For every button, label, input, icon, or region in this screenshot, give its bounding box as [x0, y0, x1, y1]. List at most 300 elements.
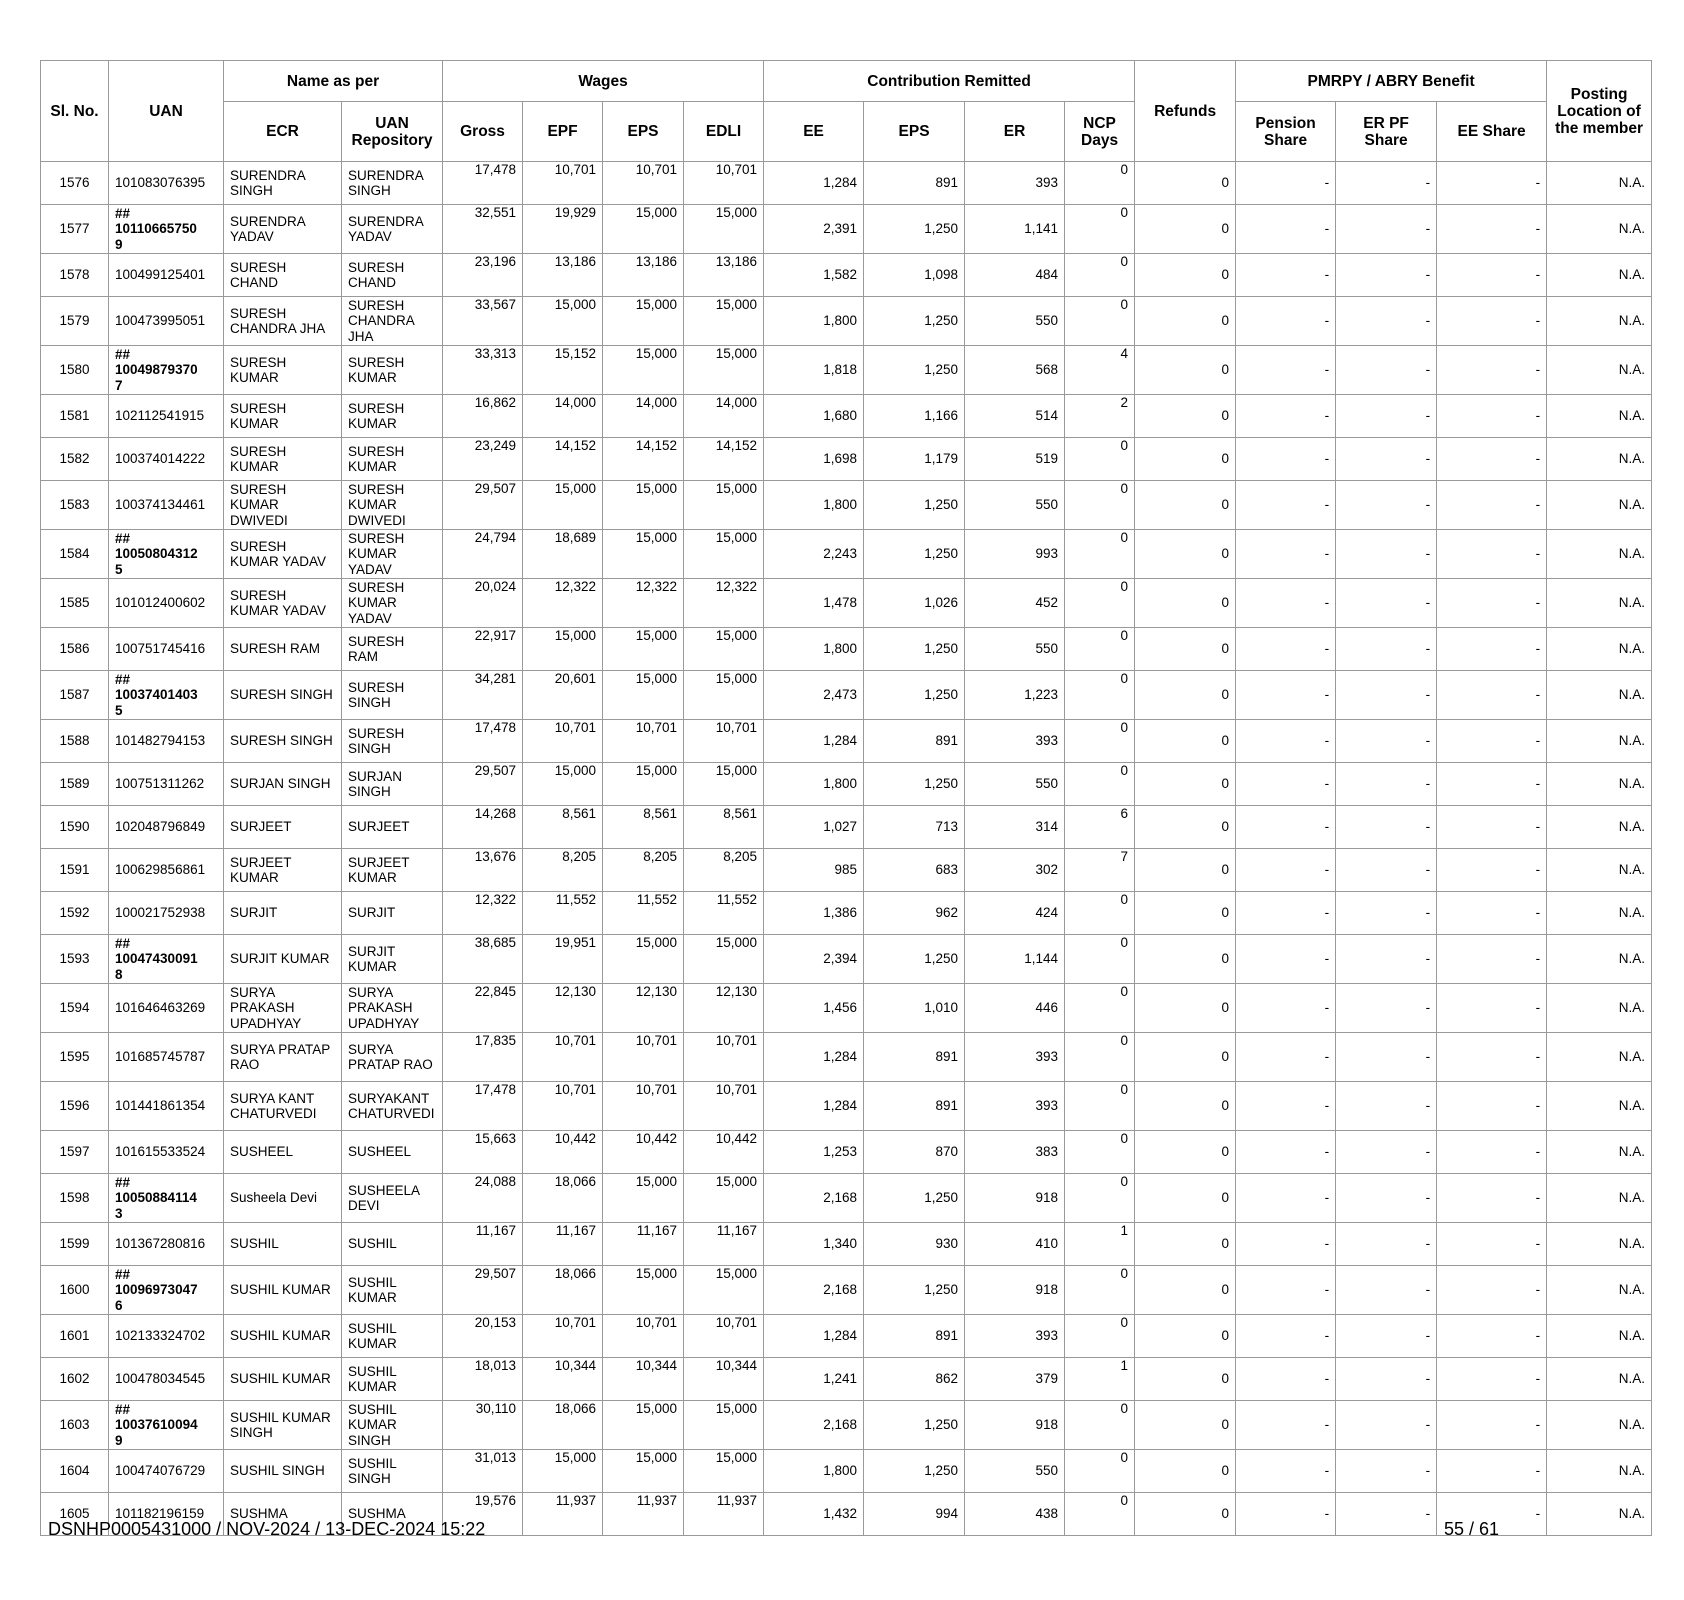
- cell-edli: 15,000: [684, 1174, 764, 1223]
- cell-name-uan-repository: SUSHIL KUMAR: [342, 1266, 443, 1315]
- cell-ee: 2,391: [764, 205, 864, 254]
- cell-name-ecr: SURESH KUMAR DWIVEDI: [224, 481, 342, 530]
- cell-er-pf-share: -: [1336, 849, 1437, 892]
- table-row: [41, 628, 1652, 671]
- cell-sl-no: 1594: [41, 984, 109, 1033]
- cell-er: 302: [965, 849, 1065, 892]
- cell-uan: ## 10037401403 5: [109, 671, 224, 720]
- cell-ee: 1,800: [764, 763, 864, 806]
- cell-ee: 2,168: [764, 1266, 864, 1315]
- cell-ee: 1,027: [764, 806, 864, 849]
- cell-name-ecr: SUSHIL SINGH: [224, 1450, 342, 1493]
- cell-gross: 19,576: [443, 1493, 523, 1536]
- cell-refunds: 0: [1135, 984, 1236, 1033]
- cell-gross: 32,551: [443, 205, 523, 254]
- cell-name-ecr: SURJEET: [224, 806, 342, 849]
- cell-epf: 19,951: [523, 935, 603, 984]
- cell-posting-location: N.A.: [1547, 984, 1652, 1033]
- cell-uan: 101685745787: [109, 1033, 224, 1082]
- cell-ee-share: -: [1437, 763, 1547, 806]
- cell-name-ecr: SURESH KUMAR YADAV: [224, 530, 342, 579]
- cell-contribution-eps: 683: [864, 849, 965, 892]
- cell-er-pf-share: -: [1336, 481, 1437, 530]
- cell-er-pf-share: -: [1336, 162, 1437, 205]
- cell-refunds: 0: [1135, 1450, 1236, 1493]
- contribution-table: [40, 60, 1652, 1536]
- cell-refunds: 0: [1135, 579, 1236, 628]
- cell-contribution-eps: 891: [864, 720, 965, 763]
- cell-ncp-days: 0: [1065, 1174, 1135, 1223]
- cell-er: 1,223: [965, 671, 1065, 720]
- cell-ncp-days: 7: [1065, 849, 1135, 892]
- cell-gross: 20,153: [443, 1315, 523, 1358]
- cell-epf: 15,000: [523, 481, 603, 530]
- cell-name-uan-repository: SURESH CHANDRA JHA: [342, 297, 443, 346]
- cell-ncp-days: 0: [1065, 1131, 1135, 1174]
- cell-pension-share: -: [1236, 1315, 1336, 1358]
- cell-posting-location: N.A.: [1547, 1082, 1652, 1131]
- cell-ncp-days: 0: [1065, 438, 1135, 481]
- table-row: [41, 254, 1652, 297]
- header-uan-repository: UAN Repository: [342, 102, 443, 162]
- cell-name-ecr: SURENDRA SINGH: [224, 162, 342, 205]
- cell-posting-location: N.A.: [1547, 530, 1652, 579]
- cell-edli: 15,000: [684, 530, 764, 579]
- cell-uan: 100374014222: [109, 438, 224, 481]
- table-row: [41, 162, 1652, 205]
- cell-er-pf-share: -: [1336, 806, 1437, 849]
- cell-posting-location: N.A.: [1547, 481, 1652, 530]
- cell-pension-share: -: [1236, 892, 1336, 935]
- header-contribution-remitted: Contribution Remitted: [764, 61, 1135, 102]
- cell-uan: 100751311262: [109, 763, 224, 806]
- table-row: [41, 438, 1652, 481]
- cell-pension-share: -: [1236, 346, 1336, 395]
- cell-eps: 10,701: [603, 162, 684, 205]
- table-row: [41, 1082, 1652, 1131]
- cell-epf: 15,000: [523, 297, 603, 346]
- cell-epf: 10,701: [523, 1082, 603, 1131]
- cell-pension-share: -: [1236, 395, 1336, 438]
- cell-ncp-days: 0: [1065, 720, 1135, 763]
- cell-epf: 13,186: [523, 254, 603, 297]
- cell-name-ecr: SURJIT: [224, 892, 342, 935]
- cell-er: 550: [965, 1450, 1065, 1493]
- cell-edli: 15,000: [684, 205, 764, 254]
- table-row: [41, 579, 1652, 628]
- cell-er: 383: [965, 1131, 1065, 1174]
- cell-epf: 15,000: [523, 763, 603, 806]
- cell-eps: 15,000: [603, 628, 684, 671]
- cell-gross: 29,507: [443, 481, 523, 530]
- cell-edli: 15,000: [684, 671, 764, 720]
- cell-name-uan-repository: SURENDRA SINGH: [342, 162, 443, 205]
- cell-gross: 11,167: [443, 1223, 523, 1266]
- cell-posting-location: N.A.: [1547, 1223, 1652, 1266]
- cell-eps: 11,552: [603, 892, 684, 935]
- cell-ee-share: -: [1437, 1493, 1547, 1536]
- cell-uan: 101646463269: [109, 984, 224, 1033]
- cell-uan: 101441861354: [109, 1082, 224, 1131]
- cell-er: 424: [965, 892, 1065, 935]
- cell-ncp-days: 0: [1065, 205, 1135, 254]
- cell-ee-share: -: [1437, 1082, 1547, 1131]
- cell-posting-location: N.A.: [1547, 1358, 1652, 1401]
- cell-ee-share: -: [1437, 346, 1547, 395]
- cell-ee-share: -: [1437, 1450, 1547, 1493]
- table-row: [41, 806, 1652, 849]
- cell-epf: 11,937: [523, 1493, 603, 1536]
- cell-gross: 34,281: [443, 671, 523, 720]
- cell-edli: 11,552: [684, 892, 764, 935]
- cell-ee: 1,800: [764, 481, 864, 530]
- cell-er-pf-share: -: [1336, 671, 1437, 720]
- cell-er: 550: [965, 628, 1065, 671]
- cell-posting-location: N.A.: [1547, 1315, 1652, 1358]
- cell-name-uan-repository: SURESH KUMAR: [342, 346, 443, 395]
- cell-contribution-eps: 1,026: [864, 579, 965, 628]
- cell-ee-share: -: [1437, 671, 1547, 720]
- cell-name-uan-repository: SUSHIL KUMAR: [342, 1315, 443, 1358]
- cell-eps: 15,000: [603, 1401, 684, 1450]
- cell-posting-location: N.A.: [1547, 395, 1652, 438]
- cell-pension-share: -: [1236, 1174, 1336, 1223]
- cell-ee-share: -: [1437, 395, 1547, 438]
- cell-ncp-days: 0: [1065, 481, 1135, 530]
- cell-name-ecr: SUSHIL KUMAR SINGH: [224, 1401, 342, 1450]
- cell-ee-share: -: [1437, 935, 1547, 984]
- cell-eps: 8,205: [603, 849, 684, 892]
- cell-er: 314: [965, 806, 1065, 849]
- cell-eps: 10,701: [603, 1033, 684, 1082]
- cell-epf: 12,322: [523, 579, 603, 628]
- cell-contribution-eps: 994: [864, 1493, 965, 1536]
- table-row: [41, 395, 1652, 438]
- cell-er-pf-share: -: [1336, 935, 1437, 984]
- cell-refunds: 0: [1135, 297, 1236, 346]
- cell-refunds: 0: [1135, 481, 1236, 530]
- header-edli: EDLI: [684, 102, 764, 162]
- cell-name-ecr: Susheela Devi: [224, 1174, 342, 1223]
- cell-uan: ## 10049879370 7: [109, 346, 224, 395]
- header-er: ER: [965, 102, 1065, 162]
- cell-eps: 10,344: [603, 1358, 684, 1401]
- cell-edli: 10,701: [684, 162, 764, 205]
- cell-epf: 10,701: [523, 720, 603, 763]
- cell-ncp-days: 0: [1065, 1401, 1135, 1450]
- cell-name-uan-repository: SURJEET: [342, 806, 443, 849]
- cell-er: 1,144: [965, 935, 1065, 984]
- cell-ee: 1,456: [764, 984, 864, 1033]
- cell-edli: 15,000: [684, 346, 764, 395]
- cell-epf: 18,689: [523, 530, 603, 579]
- page-number: 55 / 61: [1444, 1519, 1500, 1539]
- cell-ee-share: -: [1437, 162, 1547, 205]
- cell-name-ecr: SURESH CHAND: [224, 254, 342, 297]
- cell-gross: 23,196: [443, 254, 523, 297]
- cell-er: 393: [965, 1033, 1065, 1082]
- cell-uan: ## 10037610094 9: [109, 1401, 224, 1450]
- cell-er-pf-share: -: [1336, 1082, 1437, 1131]
- cell-uan: 100478034545: [109, 1358, 224, 1401]
- cell-er: 438: [965, 1493, 1065, 1536]
- cell-eps: 15,000: [603, 1450, 684, 1493]
- cell-edli: 15,000: [684, 628, 764, 671]
- cell-refunds: 0: [1135, 1131, 1236, 1174]
- table-row: [41, 205, 1652, 254]
- cell-ee-share: -: [1437, 1266, 1547, 1315]
- cell-ee: 985: [764, 849, 864, 892]
- cell-posting-location: N.A.: [1547, 1450, 1652, 1493]
- cell-refunds: 0: [1135, 1033, 1236, 1082]
- cell-name-uan-repository: SUSHMA: [342, 1493, 443, 1536]
- cell-posting-location: N.A.: [1547, 1131, 1652, 1174]
- cell-er-pf-share: -: [1336, 438, 1437, 481]
- cell-epf: 15,152: [523, 346, 603, 395]
- cell-posting-location: N.A.: [1547, 720, 1652, 763]
- cell-name-ecr: SUSHEEL: [224, 1131, 342, 1174]
- cell-contribution-eps: 930: [864, 1223, 965, 1266]
- cell-posting-location: N.A.: [1547, 205, 1652, 254]
- cell-posting-location: N.A.: [1547, 254, 1652, 297]
- cell-gross: 17,835: [443, 1033, 523, 1082]
- cell-ee-share: -: [1437, 1174, 1547, 1223]
- cell-ee-share: -: [1437, 1033, 1547, 1082]
- cell-contribution-eps: 1,250: [864, 297, 965, 346]
- header-uan: UAN: [109, 61, 224, 162]
- cell-uan: ## 10096973047 6: [109, 1266, 224, 1315]
- header-epf: EPF: [523, 102, 603, 162]
- cell-edli: 10,701: [684, 1315, 764, 1358]
- table-row: [41, 1033, 1652, 1082]
- cell-ncp-days: 1: [1065, 1358, 1135, 1401]
- cell-epf: 18,066: [523, 1401, 603, 1450]
- cell-ncp-days: 0: [1065, 892, 1135, 935]
- cell-refunds: 0: [1135, 720, 1236, 763]
- cell-gross: 33,313: [443, 346, 523, 395]
- cell-refunds: 0: [1135, 1493, 1236, 1536]
- cell-pension-share: -: [1236, 671, 1336, 720]
- cell-ee-share: -: [1437, 530, 1547, 579]
- cell-edli: 8,561: [684, 806, 764, 849]
- cell-epf: 10,701: [523, 1033, 603, 1082]
- cell-name-ecr: SURESH KUMAR: [224, 346, 342, 395]
- table-row: [41, 763, 1652, 806]
- cell-ee: 1,340: [764, 1223, 864, 1266]
- cell-ee: 1,241: [764, 1358, 864, 1401]
- cell-contribution-eps: 870: [864, 1131, 965, 1174]
- cell-ee-share: -: [1437, 892, 1547, 935]
- cell-eps: 15,000: [603, 346, 684, 395]
- cell-edli: 11,167: [684, 1223, 764, 1266]
- cell-refunds: 0: [1135, 530, 1236, 579]
- table-row: [41, 1223, 1652, 1266]
- cell-name-uan-repository: SUSHIL: [342, 1223, 443, 1266]
- cell-eps: 15,000: [603, 671, 684, 720]
- cell-ncp-days: 0: [1065, 254, 1135, 297]
- header-pmrpy-abry: PMRPY / ABRY Benefit: [1236, 61, 1547, 102]
- cell-er-pf-share: -: [1336, 579, 1437, 628]
- cell-ncp-days: 0: [1065, 628, 1135, 671]
- cell-posting-location: N.A.: [1547, 438, 1652, 481]
- cell-pension-share: -: [1236, 438, 1336, 481]
- cell-uan: 100473995051: [109, 297, 224, 346]
- cell-name-uan-repository: SURJIT KUMAR: [342, 935, 443, 984]
- cell-er: 550: [965, 763, 1065, 806]
- cell-ee-share: -: [1437, 1131, 1547, 1174]
- cell-name-ecr: SUSHMA: [224, 1493, 342, 1536]
- cell-er: 918: [965, 1266, 1065, 1315]
- cell-eps: 15,000: [603, 297, 684, 346]
- cell-eps: 10,701: [603, 1082, 684, 1131]
- cell-ee-share: -: [1437, 1223, 1547, 1266]
- cell-pension-share: -: [1236, 254, 1336, 297]
- cell-contribution-eps: 1,250: [864, 628, 965, 671]
- cell-contribution-eps: 1,250: [864, 763, 965, 806]
- cell-ncp-days: 0: [1065, 1493, 1135, 1536]
- cell-sl-no: 1585: [41, 579, 109, 628]
- cell-er: 393: [965, 720, 1065, 763]
- cell-contribution-eps: 891: [864, 1315, 965, 1358]
- cell-pension-share: -: [1236, 579, 1336, 628]
- table-body: [41, 162, 1652, 1536]
- cell-sl-no: 1595: [41, 1033, 109, 1082]
- header-ee-share: EE Share: [1437, 102, 1547, 162]
- cell-edli: 10,701: [684, 720, 764, 763]
- cell-contribution-eps: 862: [864, 1358, 965, 1401]
- cell-gross: 31,013: [443, 1450, 523, 1493]
- cell-gross: 33,567: [443, 297, 523, 346]
- cell-eps: 12,130: [603, 984, 684, 1033]
- cell-pension-share: -: [1236, 628, 1336, 671]
- cell-er-pf-share: -: [1336, 1493, 1437, 1536]
- cell-gross: 29,507: [443, 1266, 523, 1315]
- cell-pension-share: -: [1236, 1082, 1336, 1131]
- cell-epf: 10,344: [523, 1358, 603, 1401]
- cell-contribution-eps: 713: [864, 806, 965, 849]
- header-wages: Wages: [443, 61, 764, 102]
- cell-uan: 100751745416: [109, 628, 224, 671]
- cell-name-ecr: SURJAN SINGH: [224, 763, 342, 806]
- cell-ee: 1,800: [764, 1450, 864, 1493]
- cell-refunds: 0: [1135, 806, 1236, 849]
- cell-uan: ## 10050804312 5: [109, 530, 224, 579]
- cell-name-ecr: SURESH KUMAR: [224, 438, 342, 481]
- cell-contribution-eps: 1,250: [864, 1266, 965, 1315]
- cell-pension-share: -: [1236, 806, 1336, 849]
- cell-uan: 100499125401: [109, 254, 224, 297]
- cell-name-ecr: SURESH SINGH: [224, 720, 342, 763]
- table-row: [41, 671, 1652, 720]
- cell-er: 379: [965, 1358, 1065, 1401]
- cell-er: 393: [965, 1082, 1065, 1131]
- cell-sl-no: 1602: [41, 1358, 109, 1401]
- table-row: [41, 984, 1652, 1033]
- cell-ee: 1,432: [764, 1493, 864, 1536]
- cell-er: 484: [965, 254, 1065, 297]
- cell-sl-no: 1597: [41, 1131, 109, 1174]
- cell-er: 1,141: [965, 205, 1065, 254]
- cell-posting-location: N.A.: [1547, 671, 1652, 720]
- cell-ncp-days: 0: [1065, 671, 1135, 720]
- cell-ee: 1,698: [764, 438, 864, 481]
- cell-contribution-eps: 1,010: [864, 984, 965, 1033]
- cell-ee: 1,680: [764, 395, 864, 438]
- cell-uan: 102133324702: [109, 1315, 224, 1358]
- cell-er: 452: [965, 579, 1065, 628]
- cell-edli: 10,701: [684, 1082, 764, 1131]
- table-row: [41, 849, 1652, 892]
- cell-sl-no: 1588: [41, 720, 109, 763]
- cell-gross: 14,268: [443, 806, 523, 849]
- cell-ee: 1,582: [764, 254, 864, 297]
- cell-ee-share: -: [1437, 984, 1547, 1033]
- cell-name-ecr: SURESH KUMAR: [224, 395, 342, 438]
- cell-er-pf-share: -: [1336, 1450, 1437, 1493]
- cell-edli: 15,000: [684, 481, 764, 530]
- cell-ncp-days: 4: [1065, 346, 1135, 395]
- cell-uan: 101182196159: [109, 1493, 224, 1536]
- cell-epf: 10,442: [523, 1131, 603, 1174]
- cell-posting-location: N.A.: [1547, 1033, 1652, 1082]
- cell-epf: 12,130: [523, 984, 603, 1033]
- table-row: [41, 1131, 1652, 1174]
- cell-refunds: 0: [1135, 254, 1236, 297]
- cell-sl-no: 1581: [41, 395, 109, 438]
- cell-eps: 10,442: [603, 1131, 684, 1174]
- cell-ee-share: -: [1437, 849, 1547, 892]
- table-row: [41, 720, 1652, 763]
- table-row: [41, 346, 1652, 395]
- cell-sl-no: 1601: [41, 1315, 109, 1358]
- cell-er: 514: [965, 395, 1065, 438]
- cell-ee-share: -: [1437, 628, 1547, 671]
- cell-ee: 1,800: [764, 297, 864, 346]
- cell-uan: 101083076395: [109, 162, 224, 205]
- cell-epf: 8,561: [523, 806, 603, 849]
- cell-sl-no: 1603: [41, 1401, 109, 1450]
- cell-er: 918: [965, 1401, 1065, 1450]
- cell-ee-share: -: [1437, 438, 1547, 481]
- cell-eps: 15,000: [603, 481, 684, 530]
- cell-er: 393: [965, 1315, 1065, 1358]
- cell-pension-share: -: [1236, 297, 1336, 346]
- cell-posting-location: N.A.: [1547, 806, 1652, 849]
- cell-epf: 11,167: [523, 1223, 603, 1266]
- table-row: [41, 1315, 1652, 1358]
- cell-uan: 102048796849: [109, 806, 224, 849]
- header-refunds: Refunds: [1135, 61, 1236, 162]
- cell-er-pf-share: -: [1336, 205, 1437, 254]
- cell-edli: 15,000: [684, 1266, 764, 1315]
- cell-posting-location: N.A.: [1547, 1493, 1652, 1536]
- cell-name-uan-repository: SURESH SINGH: [342, 671, 443, 720]
- cell-uan: 100629856861: [109, 849, 224, 892]
- cell-contribution-eps: 1,250: [864, 481, 965, 530]
- cell-sl-no: 1580: [41, 346, 109, 395]
- cell-er: 993: [965, 530, 1065, 579]
- cell-ee: 2,394: [764, 935, 864, 984]
- cell-name-uan-repository: SURJEET KUMAR: [342, 849, 443, 892]
- cell-edli: 15,000: [684, 763, 764, 806]
- cell-refunds: 0: [1135, 1174, 1236, 1223]
- cell-er: 918: [965, 1174, 1065, 1223]
- cell-sl-no: 1605: [41, 1493, 109, 1536]
- cell-ee: 1,253: [764, 1131, 864, 1174]
- cell-er-pf-share: -: [1336, 892, 1437, 935]
- cell-pension-share: -: [1236, 720, 1336, 763]
- header-eps: EPS: [603, 102, 684, 162]
